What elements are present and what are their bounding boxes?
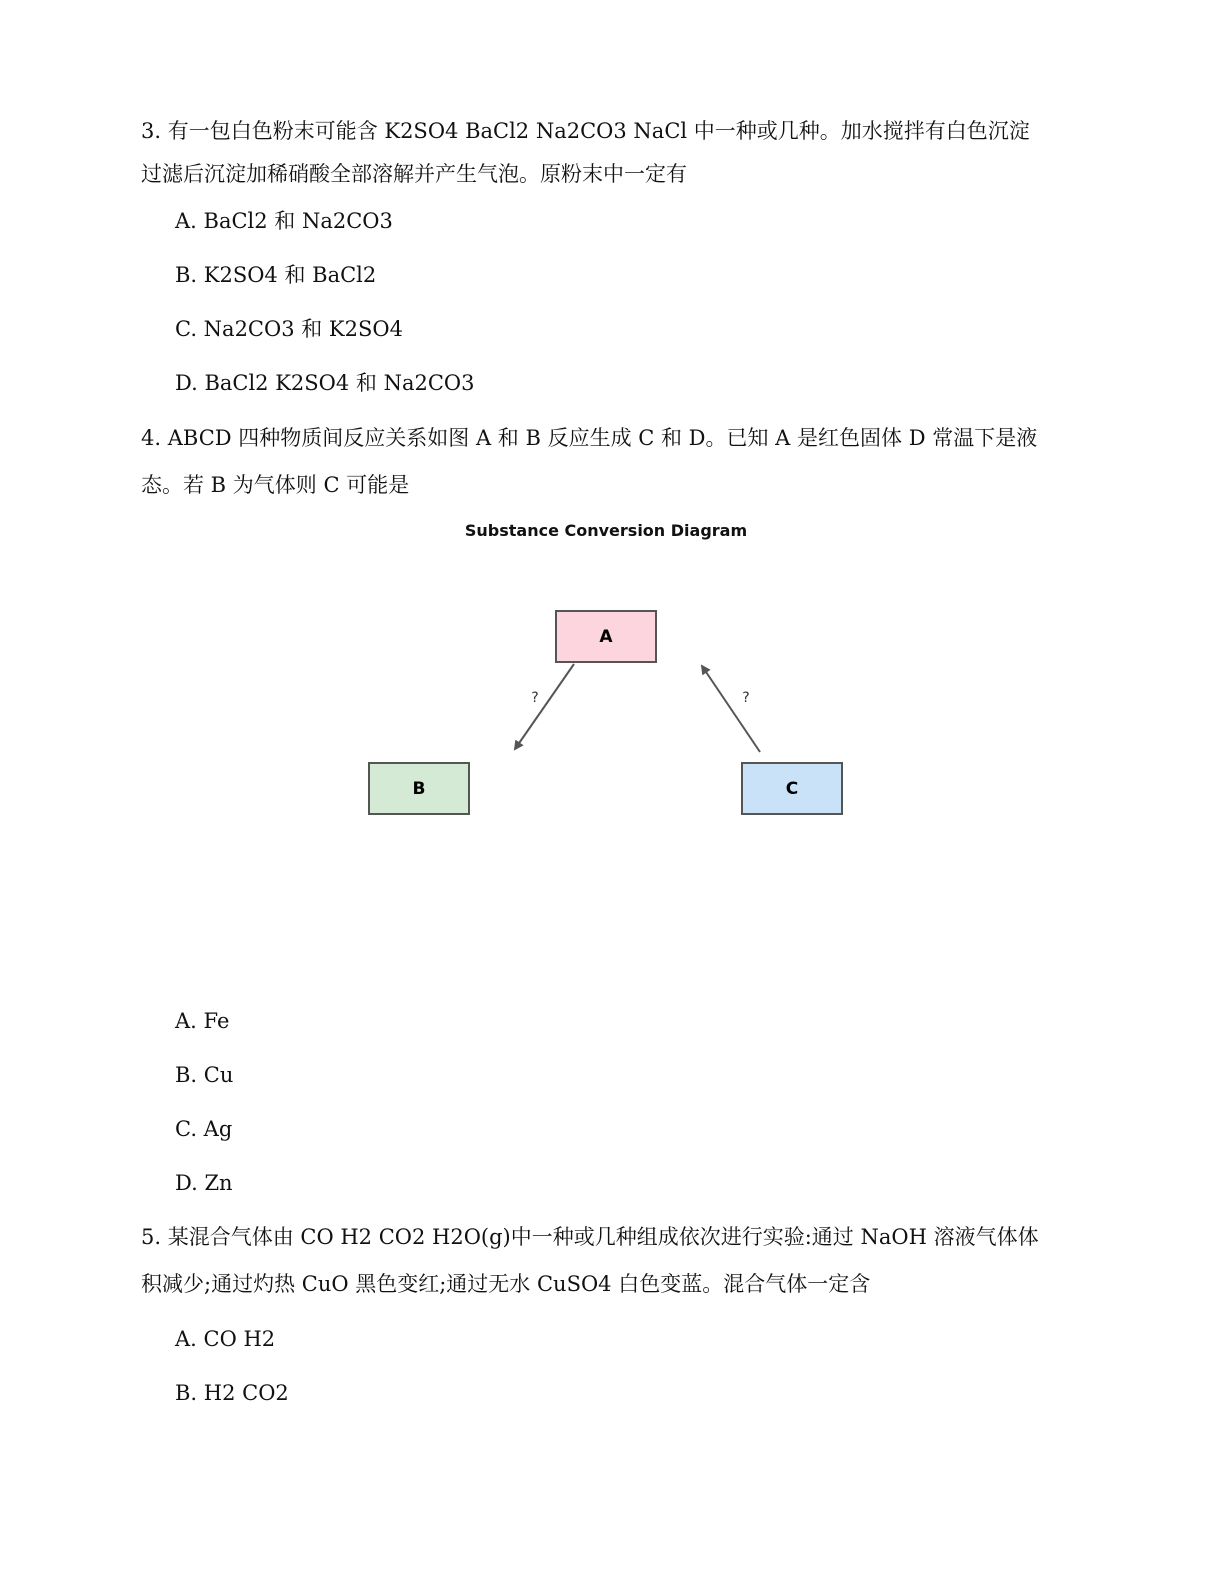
node-b-label: B [412,779,426,799]
diagram-node-b [369,763,469,814]
question-3-text-line-2: 过滤后沉淀加稀硝酸全部溶解并产生气泡。原粉末中一定有 [141,162,687,186]
question-4-text-line-2: 态。若 B 为气体则 C 可能是 [141,473,410,497]
question-3-option-b: B. K2SO4 和 BaCl2 [175,263,377,287]
question-3-option-a: A. BaCl2 和 Na2CO3 [175,209,393,233]
node-a-label: A [599,627,613,647]
diagram-node-a [556,611,656,662]
question-3-text-line-1: 3. 有一包白色粉末可能含 K2SO4 BaCl2 Na2CO3 NaCl 中一种或几种。加水搅拌有白色沉淀 [141,119,1030,143]
question-3-option-d: D. BaCl2 K2SO4 和 Na2CO3 [175,371,475,395]
edge-c-to-a-label: ? [742,690,750,706]
node-c-label: C [785,779,799,799]
question-5-text-line-1: 5. 某混合气体由 CO H2 CO2 H2O(g)中一种或几种组成依次进行实验:通过 NaOH 溶液气体体 [141,1225,1039,1249]
question-5-text-line-2: 积减少;通过灼热 CuO 黑色变红;通过无水 CuSO4 白色变蓝。混合气体一定含 [141,1272,871,1296]
question-4-option-b: B. Cu [175,1063,234,1087]
diagram-node-c [742,763,842,814]
diagram-title: Substance Conversion Diagram [464,521,748,540]
question-4-text-line-1: 4. ABCD 四种物质间反应关系如图 A 和 B 反应生成 C 和 D。已知 A 是红色固体 D 常温下是液 [141,426,1038,450]
question-4-option-c: C. Ag [175,1117,233,1141]
question-4-option-d: D. Zn [175,1171,233,1195]
question-3-option-c: C. Na2CO3 和 K2SO4 [175,317,403,341]
edge-a-to-b-arrow [515,664,574,749]
edge-a-to-b-label: ? [531,690,539,706]
edge-c-to-a-arrow [702,666,760,752]
question-5-option-b: B. H2 CO2 [175,1381,289,1405]
question-4-option-a: A. Fe [175,1009,230,1033]
question-5-option-a: A. CO H2 [175,1327,276,1351]
